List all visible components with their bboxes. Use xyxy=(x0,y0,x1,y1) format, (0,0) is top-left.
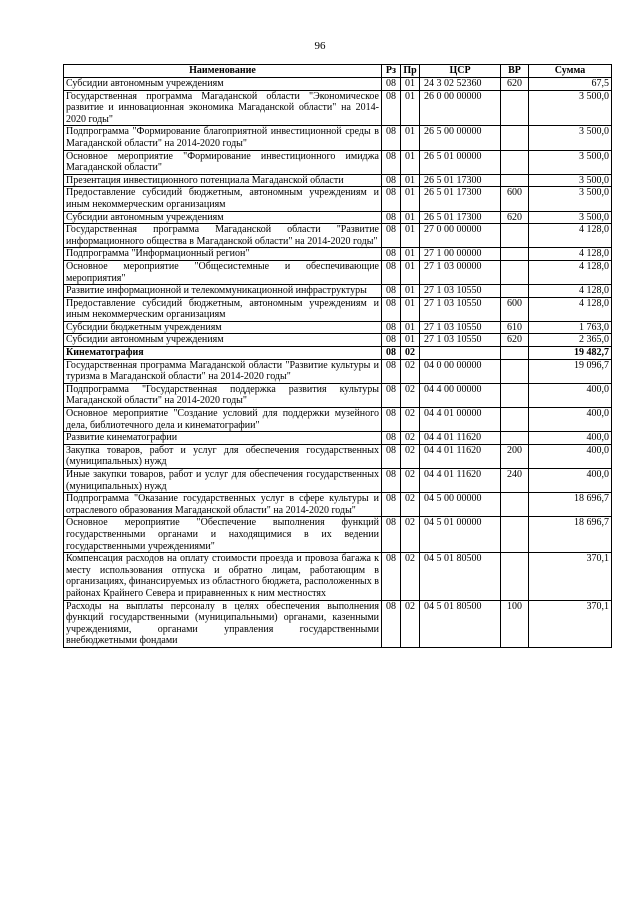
cell-name: Основное мероприятие "Общесистемные и обеспечивающие мероприятия" xyxy=(64,260,382,284)
header-vr: ВР xyxy=(501,65,529,78)
table-row xyxy=(64,297,612,321)
page-number: 96 xyxy=(314,40,326,52)
cell-sum: 18 696,7 xyxy=(529,517,612,553)
cell-vr: 200 xyxy=(501,444,529,468)
cell-name: Основное мероприятие "Формирование инвестиционного имиджа Магаданской области" xyxy=(64,150,382,174)
header-rz: Рз xyxy=(382,65,401,78)
cell-pr: 01 xyxy=(401,334,420,347)
cell-name: Субсидии автономным учреждениям xyxy=(64,78,382,91)
cell-name: Закупка товаров, работ и услуг для обеспечения государственных (муниципальных) нужд xyxy=(64,444,382,468)
cell-sum: 400,0 xyxy=(529,469,612,493)
table-row xyxy=(64,553,612,600)
cell-sum: 19 482,7 xyxy=(529,347,612,360)
cell-name: Подпрограмма "Формирование благоприятной инвестиционной среды в Магаданской области" на 2014-2020 годы" xyxy=(64,126,382,150)
cell-csr: 27 1 03 10550 xyxy=(420,297,501,321)
table-row xyxy=(64,126,612,150)
table-row xyxy=(64,517,612,553)
cell-pr: 01 xyxy=(401,90,420,126)
cell-vr xyxy=(501,224,529,248)
cell-rz: 08 xyxy=(382,334,401,347)
cell-csr: 04 0 00 00000 xyxy=(420,359,501,383)
cell-name: Подпрограмма "Оказание государственных услуг в сфере культуры и отраслевого образования Магаданской области" на 2014-2020 годы" xyxy=(64,493,382,517)
cell-csr: 04 4 01 11620 xyxy=(420,444,501,468)
cell-pr: 01 xyxy=(401,126,420,150)
cell-pr: 02 xyxy=(401,347,420,360)
cell-pr: 01 xyxy=(401,285,420,298)
cell-sum: 4 128,0 xyxy=(529,224,612,248)
cell-rz: 08 xyxy=(382,248,401,261)
cell-sum: 4 128,0 xyxy=(529,297,612,321)
cell-pr: 02 xyxy=(401,517,420,553)
cell-sum: 3 500,0 xyxy=(529,126,612,150)
cell-vr xyxy=(501,150,529,174)
cell-csr: 27 0 00 00000 xyxy=(420,224,501,248)
cell-name: Развитие информационной и телекоммуникационной инфраструктуры xyxy=(64,285,382,298)
table-header-row xyxy=(64,65,612,78)
cell-sum: 67,5 xyxy=(529,78,612,91)
cell-sum: 3 500,0 xyxy=(529,150,612,174)
cell-rz: 08 xyxy=(382,150,401,174)
cell-rz: 08 xyxy=(382,187,401,211)
table-body xyxy=(64,78,612,648)
cell-rz: 08 xyxy=(382,285,401,298)
cell-sum: 18 696,7 xyxy=(529,493,612,517)
cell-vr: 240 xyxy=(501,469,529,493)
table-row xyxy=(64,469,612,493)
cell-pr: 01 xyxy=(401,187,420,211)
cell-name: Расходы на выплаты персоналу в целях обеспечения выполнения функций государственными (муниципальными) органами, казенными учреждениями, органами управления государственными внебюджетными фондами xyxy=(64,600,382,647)
cell-vr xyxy=(501,248,529,261)
cell-csr: 27 1 03 00000 xyxy=(420,260,501,284)
table-row xyxy=(64,224,612,248)
cell-rz: 08 xyxy=(382,321,401,334)
cell-pr: 01 xyxy=(401,78,420,91)
cell-sum: 2 365,0 xyxy=(529,334,612,347)
header-csr: ЦСР xyxy=(420,65,501,78)
cell-rz: 08 xyxy=(382,90,401,126)
cell-rz: 08 xyxy=(382,408,401,432)
cell-pr: 02 xyxy=(401,432,420,445)
cell-sum: 370,1 xyxy=(529,553,612,600)
cell-csr: 27 1 00 00000 xyxy=(420,248,501,261)
table-row xyxy=(64,78,612,91)
cell-pr: 02 xyxy=(401,444,420,468)
cell-sum: 400,0 xyxy=(529,383,612,407)
cell-csr: 04 4 00 00000 xyxy=(420,383,501,407)
cell-vr: 620 xyxy=(501,334,529,347)
cell-pr: 01 xyxy=(401,211,420,224)
cell-rz: 08 xyxy=(382,383,401,407)
table-row xyxy=(64,408,612,432)
cell-rz: 08 xyxy=(382,224,401,248)
table-row xyxy=(64,321,612,334)
cell-vr: 600 xyxy=(501,297,529,321)
cell-pr: 01 xyxy=(401,224,420,248)
cell-csr: 24 3 02 52360 xyxy=(420,78,501,91)
cell-rz: 08 xyxy=(382,211,401,224)
cell-vr: 600 xyxy=(501,187,529,211)
table-row xyxy=(64,600,612,647)
budget-table xyxy=(63,64,612,648)
cell-csr: 27 1 03 10550 xyxy=(420,321,501,334)
cell-sum: 3 500,0 xyxy=(529,211,612,224)
header-sum: Сумма xyxy=(529,65,612,78)
table-row xyxy=(64,432,612,445)
cell-vr xyxy=(501,174,529,187)
cell-name: Предоставление субсидий бюджетным, автономным учреждениям и иным некоммерческим организациям xyxy=(64,297,382,321)
cell-csr: 04 5 00 00000 xyxy=(420,493,501,517)
cell-sum: 1 763,0 xyxy=(529,321,612,334)
cell-pr: 01 xyxy=(401,297,420,321)
cell-name: Компенсация расходов на оплату стоимости проезда и провоза багажа к месту использования отпуска и обратно лицам, работающим в организациях, финансируемых из областного бюджета, расположенных в районах Крайнего Севера и приравненных к ним местностях xyxy=(64,553,382,600)
cell-csr: 04 5 01 80500 xyxy=(420,600,501,647)
cell-sum: 370,1 xyxy=(529,600,612,647)
cell-sum: 3 500,0 xyxy=(529,187,612,211)
table-row xyxy=(64,211,612,224)
cell-name: Презентация инвестиционного потенциала Магаданской области xyxy=(64,174,382,187)
cell-name: Подпрограмма "Информационный регион" xyxy=(64,248,382,261)
cell-rz: 08 xyxy=(382,553,401,600)
cell-rz: 08 xyxy=(382,432,401,445)
cell-sum: 400,0 xyxy=(529,432,612,445)
cell-csr: 27 1 03 10550 xyxy=(420,334,501,347)
cell-rz: 08 xyxy=(382,260,401,284)
table-row xyxy=(64,260,612,284)
cell-vr xyxy=(501,347,529,360)
cell-vr xyxy=(501,260,529,284)
table-row xyxy=(64,383,612,407)
cell-vr xyxy=(501,126,529,150)
cell-sum: 400,0 xyxy=(529,444,612,468)
cell-pr: 01 xyxy=(401,260,420,284)
cell-pr: 01 xyxy=(401,174,420,187)
cell-csr: 26 5 01 17300 xyxy=(420,187,501,211)
cell-name: Подпрограмма "Государственная поддержка развития культуры Магаданской области" на 2014-2020 годы" xyxy=(64,383,382,407)
cell-pr: 02 xyxy=(401,600,420,647)
cell-csr: 26 5 00 00000 xyxy=(420,126,501,150)
cell-name: Развитие кинематографии xyxy=(64,432,382,445)
cell-vr xyxy=(501,90,529,126)
cell-name: Субсидии автономным учреждениям xyxy=(64,211,382,224)
cell-pr: 02 xyxy=(401,408,420,432)
cell-rz: 08 xyxy=(382,444,401,468)
cell-rz: 08 xyxy=(382,517,401,553)
cell-pr: 02 xyxy=(401,553,420,600)
cell-rz: 08 xyxy=(382,347,401,360)
cell-pr: 01 xyxy=(401,248,420,261)
cell-vr xyxy=(501,408,529,432)
table-row xyxy=(64,493,612,517)
cell-csr: 04 4 01 11620 xyxy=(420,432,501,445)
cell-sum: 4 128,0 xyxy=(529,248,612,261)
cell-rz: 08 xyxy=(382,78,401,91)
table-row xyxy=(64,334,612,347)
cell-pr: 02 xyxy=(401,493,420,517)
table-row xyxy=(64,150,612,174)
cell-name: Государственная программа Магаданской области "Развитие информационного общества в Магаданской области" на 2014-2020 годы" xyxy=(64,224,382,248)
cell-name: Иные закупки товаров, работ и услуг для обеспечения государственных (муниципальных) нужд xyxy=(64,469,382,493)
cell-vr xyxy=(501,285,529,298)
table-row xyxy=(64,187,612,211)
table-row xyxy=(64,174,612,187)
cell-pr: 02 xyxy=(401,383,420,407)
table-row xyxy=(64,90,612,126)
cell-csr xyxy=(420,347,501,360)
cell-rz: 08 xyxy=(382,174,401,187)
cell-rz: 08 xyxy=(382,297,401,321)
cell-csr: 27 1 03 10550 xyxy=(420,285,501,298)
cell-sum: 3 500,0 xyxy=(529,90,612,126)
cell-vr xyxy=(501,517,529,553)
cell-csr: 04 5 01 80500 xyxy=(420,553,501,600)
cell-rz: 08 xyxy=(382,469,401,493)
cell-csr: 26 5 01 17300 xyxy=(420,174,501,187)
table-row xyxy=(64,248,612,261)
cell-pr: 02 xyxy=(401,359,420,383)
cell-rz: 08 xyxy=(382,600,401,647)
cell-vr xyxy=(501,359,529,383)
cell-vr xyxy=(501,432,529,445)
cell-vr: 100 xyxy=(501,600,529,647)
header-name: Наименование xyxy=(64,65,382,78)
cell-sum: 4 128,0 xyxy=(529,260,612,284)
cell-name: Основное мероприятие "Обеспечение выполнения функций государственными органами и находящимися в их ведении государственными учреждениями" xyxy=(64,517,382,553)
cell-name: Основное мероприятие "Создание условий для поддержки музейного дела, библиотечного дела и кинематографии" xyxy=(64,408,382,432)
cell-csr: 26 0 00 00000 xyxy=(420,90,501,126)
cell-vr: 610 xyxy=(501,321,529,334)
cell-rz: 08 xyxy=(382,359,401,383)
cell-pr: 01 xyxy=(401,321,420,334)
cell-vr xyxy=(501,493,529,517)
table-row xyxy=(64,347,612,360)
cell-name: Государственная программа Магаданской области "Развитие культуры и туризма в Магаданской области" на 2014-2020 годы" xyxy=(64,359,382,383)
cell-pr: 02 xyxy=(401,469,420,493)
cell-vr xyxy=(501,383,529,407)
cell-sum: 4 128,0 xyxy=(529,285,612,298)
cell-vr: 620 xyxy=(501,78,529,91)
cell-csr: 04 4 01 11620 xyxy=(420,469,501,493)
table-row xyxy=(64,444,612,468)
cell-csr: 04 4 01 00000 xyxy=(420,408,501,432)
cell-name: Субсидии автономным учреждениям xyxy=(64,334,382,347)
cell-sum: 3 500,0 xyxy=(529,174,612,187)
cell-csr: 26 5 01 00000 xyxy=(420,150,501,174)
table-row xyxy=(64,359,612,383)
cell-name: Кинематография xyxy=(64,347,382,360)
cell-rz: 08 xyxy=(382,493,401,517)
header-pr: Пр xyxy=(401,65,420,78)
cell-csr: 04 5 01 00000 xyxy=(420,517,501,553)
cell-pr: 01 xyxy=(401,150,420,174)
cell-name: Государственная программа Магаданской области "Экономическое развитие и инновационная экономика Магаданской области" на 2014-2020 годы" xyxy=(64,90,382,126)
cell-name: Предоставление субсидий бюджетным, автономным учреждениям и иным некоммерческим организациям xyxy=(64,187,382,211)
cell-vr xyxy=(501,553,529,600)
cell-name: Субсидии бюджетным учреждениям xyxy=(64,321,382,334)
table-row xyxy=(64,285,612,298)
cell-csr: 26 5 01 17300 xyxy=(420,211,501,224)
cell-sum: 19 096,7 xyxy=(529,359,612,383)
cell-vr: 620 xyxy=(501,211,529,224)
cell-sum: 400,0 xyxy=(529,408,612,432)
cell-rz: 08 xyxy=(382,126,401,150)
